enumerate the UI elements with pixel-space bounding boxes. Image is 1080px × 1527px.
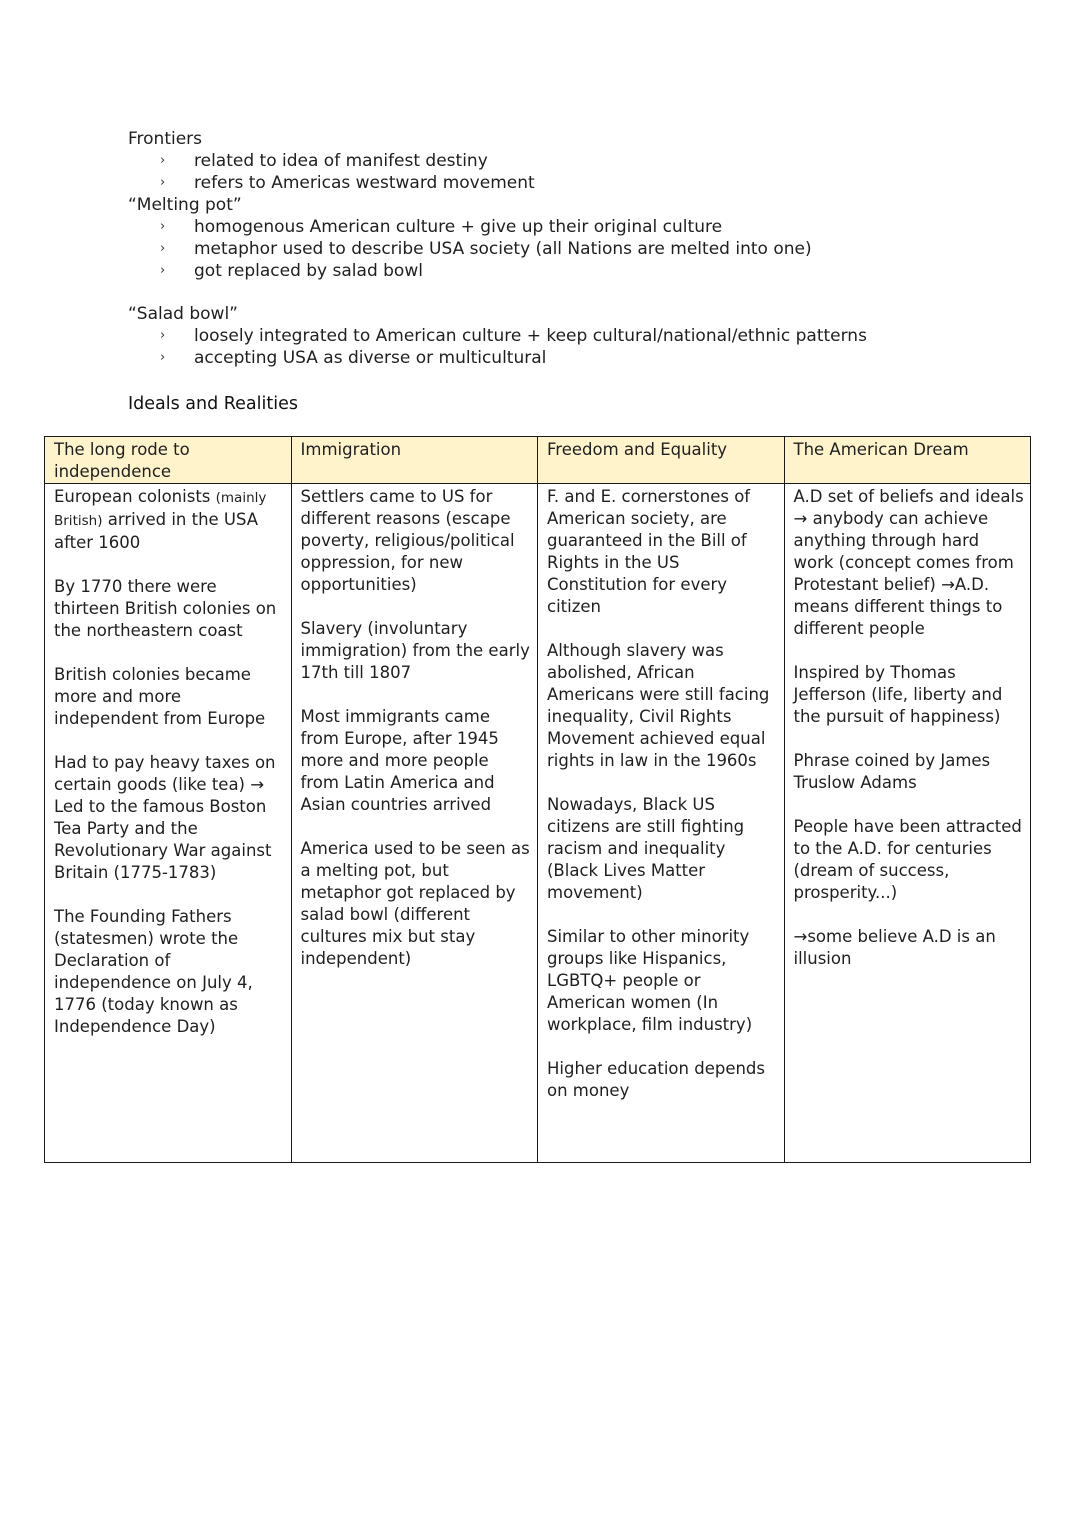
chevron-right-icon: › xyxy=(160,153,166,168)
list-item: › loosely integrated to American culture + keep cultural/national/ethnic patterns xyxy=(160,326,867,346)
list-item: › homogenous American culture + give up their original culture xyxy=(160,217,723,237)
column-header: The long rode to independence xyxy=(45,437,292,484)
cell-paragraph: By 1770 there were thirteen British colonies on the northeastern coast xyxy=(54,577,277,640)
ideals-realities-table xyxy=(44,436,1031,1163)
chevron-right-icon: › xyxy=(160,350,166,365)
notes-section xyxy=(128,128,1028,369)
chevron-right-icon: › xyxy=(160,219,166,234)
cell-paragraph: Had to pay heavy taxes on certain goods (like tea) → Led to the famous Boston Tea Party and the Revolutionary War against Britain (1775-1783) xyxy=(54,753,276,882)
cell-paragraph: F. and E. cornerstones of American society, are guaranteed in the Bill of Rights in the US Constitution for every citizen xyxy=(547,487,751,616)
list-item: › accepting USA as diverse or multicultural xyxy=(160,348,547,368)
cell-paragraph: Similar to other minority groups like Hispanics, LGBTQ+ people or American women (In workplace, film industry) xyxy=(547,927,753,1034)
cell-paragraph: The Founding Fathers (statesmen) wrote the Declaration of independence on July 4, 1776 (today known as Independence Day) xyxy=(54,907,253,1036)
cell-paragraph: Nowadays, Black US citizens are still fighting racism and inequality (Black Lives Matter movement) xyxy=(547,795,745,902)
frontiers-title: Frontiers xyxy=(128,129,203,149)
cell-paragraph: Settlers came to US for different reasons (escape poverty, religious/political oppression, for new opportunities) xyxy=(300,487,515,594)
cell-paragraph: Slavery (involuntary immigration) from the early 17th till 1807 xyxy=(300,619,530,682)
section-heading: Ideals and Realities xyxy=(128,394,298,414)
cell-paragraph: America used to be seen as a melting pot, but metaphor got replaced by salad bowl (different cultures mix but stay independent) xyxy=(300,839,530,968)
column-header: Freedom and Equality xyxy=(538,437,785,484)
chevron-right-icon: › xyxy=(160,175,166,190)
table-header-row xyxy=(45,437,1031,484)
cell-paragraph: Inspired by Thomas Jefferson (life, liberty and the pursuit of happiness) xyxy=(793,663,1003,726)
spacer xyxy=(128,282,1028,303)
salad-bowl-title: “Salad bowl” xyxy=(128,304,238,324)
frontiers-list xyxy=(128,150,1028,194)
cell-paragraph: Phrase coined by James Truslow Adams xyxy=(793,751,991,792)
american-dream-cell xyxy=(784,484,1031,1163)
cell-paragraph: Although slavery was abolished, African Americans were still facing inequality, Civil Rights Movement achieved equal rights in law in the 1960s xyxy=(547,641,770,770)
list-item: › refers to Americas westward movement xyxy=(160,173,535,193)
immigration-cell xyxy=(291,484,538,1163)
cell-paragraph: Most immigrants came from Europe, after 1945 more and more people from Latin America and Asian countries arrived xyxy=(300,707,499,814)
chevron-right-icon: › xyxy=(160,328,166,343)
column-header: The American Dream xyxy=(784,437,1031,484)
cell-paragraph: →some believe A.D is an illusion xyxy=(793,927,996,968)
cell-paragraph: European colonists (mainly British) arrived in the USA after 1600 xyxy=(54,487,267,552)
chevron-right-icon: › xyxy=(160,263,166,278)
melting-pot-list xyxy=(128,216,1028,282)
table-row xyxy=(45,484,1031,1163)
cell-paragraph: Higher education depends on money xyxy=(547,1059,765,1100)
list-item: › related to idea of manifest destiny xyxy=(160,151,488,171)
cell-paragraph: British colonies became more and more independent from Europe xyxy=(54,665,266,728)
cell-paragraph: A.D set of beliefs and ideals → anybody can achieve anything through hard work (concept comes from Protestant belief) →A.D. means different things to different people xyxy=(793,487,1024,638)
list-item: › got replaced by salad bowl xyxy=(160,261,423,281)
cell-paragraph: People have been attracted to the A.D. for centuries (dream of success, prosperity...) xyxy=(793,817,1022,902)
salad-bowl-list xyxy=(128,325,1028,369)
list-item: › metaphor used to describe USA society (all Nations are melted into one) xyxy=(160,239,812,259)
freedom-equality-cell xyxy=(538,484,785,1163)
independence-cell xyxy=(45,484,292,1163)
column-header: Immigration xyxy=(291,437,538,484)
chevron-right-icon: › xyxy=(160,241,166,256)
melting-pot-title: “Melting pot” xyxy=(128,195,242,215)
